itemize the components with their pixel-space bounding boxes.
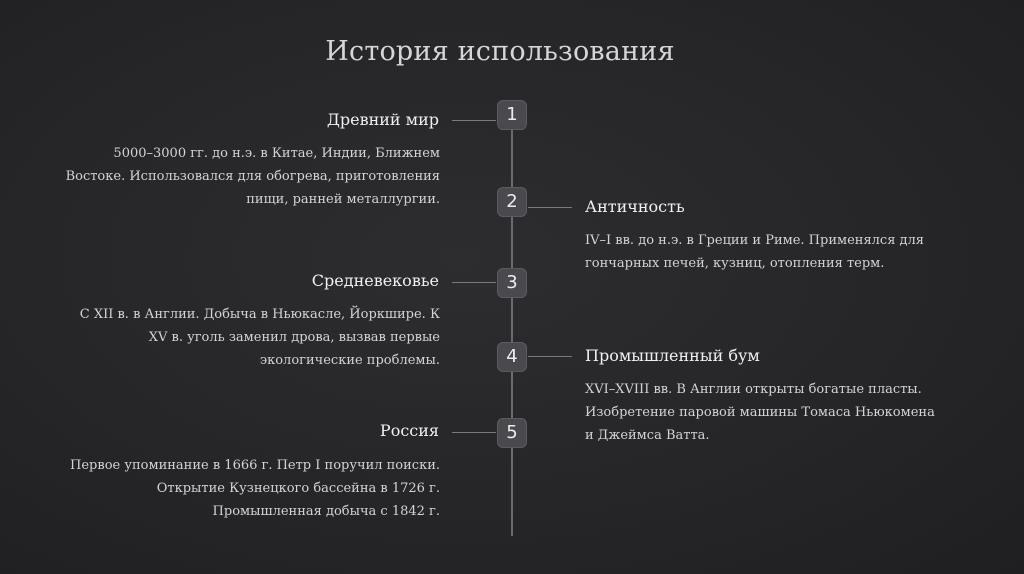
event-2-description: IV–I вв. до н.э. в Греции и Риме. Применялся для гончарных печей, кузниц, отопления терм. bbox=[585, 233, 925, 271]
event-1-description: 5000–3000 гг. до н.э. в Китае, Индии, Ближнем Востоке. Использовался для обогрева, приготовления пищи, ранней металлургии. bbox=[65, 146, 440, 207]
event-5-number: 5 bbox=[497, 418, 527, 448]
event-3-description: С XII в. в Англии. Добыча в Ньюкасле, Йоркшире. К XV в. уголь заменил дрова, вызвав первые экологические проблемы. bbox=[79, 307, 440, 368]
event-1-connector bbox=[452, 120, 496, 121]
event-4-number: 4 bbox=[497, 342, 527, 372]
event-5-description: Первое упоминание в 1666 г. Петр I поручил поиски. Открытие Кузнецкого бассейна в 1726 г. Промышленная добыча с 1842 г. bbox=[70, 458, 440, 519]
page-title: История использования bbox=[325, 36, 675, 67]
event-2-number: 2 bbox=[497, 187, 527, 217]
event-1-number: 1 bbox=[497, 100, 527, 130]
event-3-heading: Средневековье bbox=[311, 271, 439, 290]
event-4-heading: Промышленный бум bbox=[585, 346, 760, 365]
event-4-description: XVI–XVIII вв. В Англии открыты богатые пласты. Изобретение паровой машины Томаса Ньюкомена и Джеймса Ватта. bbox=[585, 382, 935, 443]
event-4-connector bbox=[528, 356, 572, 357]
event-2-connector bbox=[528, 207, 572, 208]
event-2-heading: Античность bbox=[585, 197, 685, 216]
event-5-connector bbox=[452, 432, 496, 433]
event-3-connector bbox=[452, 282, 496, 283]
event-1-heading: Древний мир bbox=[326, 110, 439, 129]
event-3-number: 3 bbox=[497, 268, 527, 298]
timeline-axis bbox=[511, 112, 513, 536]
event-5-heading: Россия bbox=[379, 421, 439, 440]
